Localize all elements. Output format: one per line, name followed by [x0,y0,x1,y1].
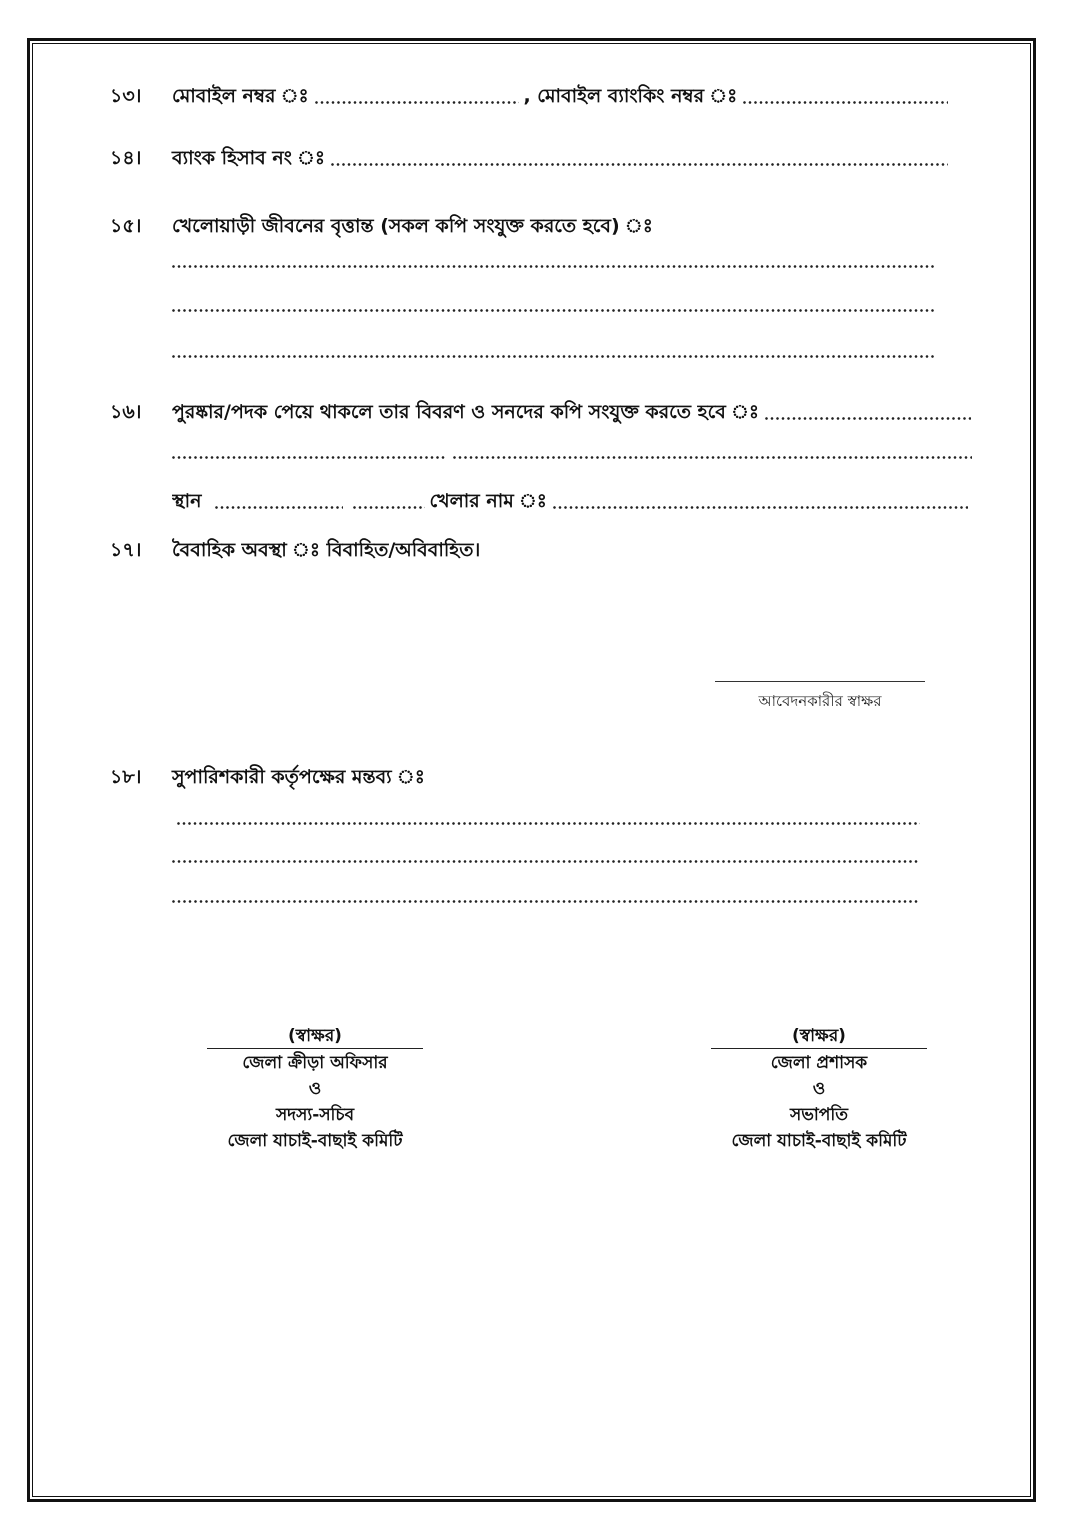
recommender-comment-label: সুপারিশকারী কর্তৃপক্ষের মন্তব্য ঃ [172,766,425,788]
signature-line [711,1048,927,1049]
mobile-banking-number-label: , মোবাইল ব্যাংকিং নম্বর ঃ [523,85,738,107]
item-16-number: ১৬। [110,401,142,423]
player-career-blank-line [172,355,935,358]
mobile-banking-number-blank [743,101,948,104]
award-details-label: পুরষ্কার/পদক পেয়ে থাকলে তার বিবরণ ও সনদের কপি সংযুক্ত করতে হবে ঃ [172,401,760,423]
signatory-role: সভাপতি [790,1105,848,1125]
player-career-label: খেলোয়াড়ী জীবনের বৃত্তান্ত (সকল কপি সংযুক্ত করতে হবে) ঃ [172,215,653,237]
marital-status-label: বৈবাহিক অবস্থা ঃ বিবাহিত/অবিবাহিত। [172,539,481,561]
award-details-blank-line [172,456,445,459]
signatory-conjunction: ও [308,1079,322,1099]
item-17-number: ১৭। [110,539,142,561]
player-career-blank-line [172,309,935,312]
player-career-blank-line [172,265,935,268]
item-13-number: ১৩। [110,85,142,107]
recommender-comment-blank-line [177,822,920,825]
item-13-row [110,82,952,110]
award-details-blank-line [453,456,972,459]
signatory-committee: জেলা যাচাই-বাছাই কমিটি [731,1131,907,1151]
deputy-commissioner-signature-block [669,1024,969,1154]
item-18-row [110,763,952,791]
place-label: স্থান [172,490,202,512]
signatory-title: জেলা প্রশাসক [770,1053,868,1073]
recommender-comment-blank-line [172,900,920,903]
recommender-comment-blank-line [172,860,920,863]
signatory-conjunction: ও [812,1079,826,1099]
mobile-number-blank [315,101,520,104]
award-place-game-row [172,487,972,515]
item-17-row [110,536,952,564]
signature-line [207,1048,423,1049]
applicant-signature-line [715,681,925,682]
district-sports-officer-signature-block [165,1024,465,1154]
item-18-number: ১৮। [110,766,142,788]
award-details-blank [765,417,971,420]
place-blank-extra [353,506,425,509]
item-15-row [110,212,952,240]
place-blank [215,506,343,509]
item-16-row [110,398,975,426]
game-name-label: খেলার নাম ঃ [429,490,547,512]
bank-account-label: ব্যাংক হিসাব নং ঃ [172,147,326,169]
mobile-number-label: মোবাইল নম্বর ঃ [172,85,309,107]
bank-account-blank [331,163,948,166]
signatory-committee: জেলা যাচাই-বাছাই কমিটি [227,1131,403,1151]
signature-placeholder: (স্বাক্ষর) [288,1026,342,1046]
item-15-number: ১৫। [110,215,142,237]
signature-placeholder: (স্বাক্ষর) [792,1026,846,1046]
signatory-role: সদস্য-সচিব [275,1105,355,1125]
signatory-title: জেলা ক্রীড়া অফিসার [242,1053,388,1073]
item-14-number: ১৪। [110,147,142,169]
game-name-blank [553,506,968,509]
applicant-signature-caption: আবেদনকারীর স্বাক্ষর [758,692,882,710]
item-14-row [110,144,952,172]
